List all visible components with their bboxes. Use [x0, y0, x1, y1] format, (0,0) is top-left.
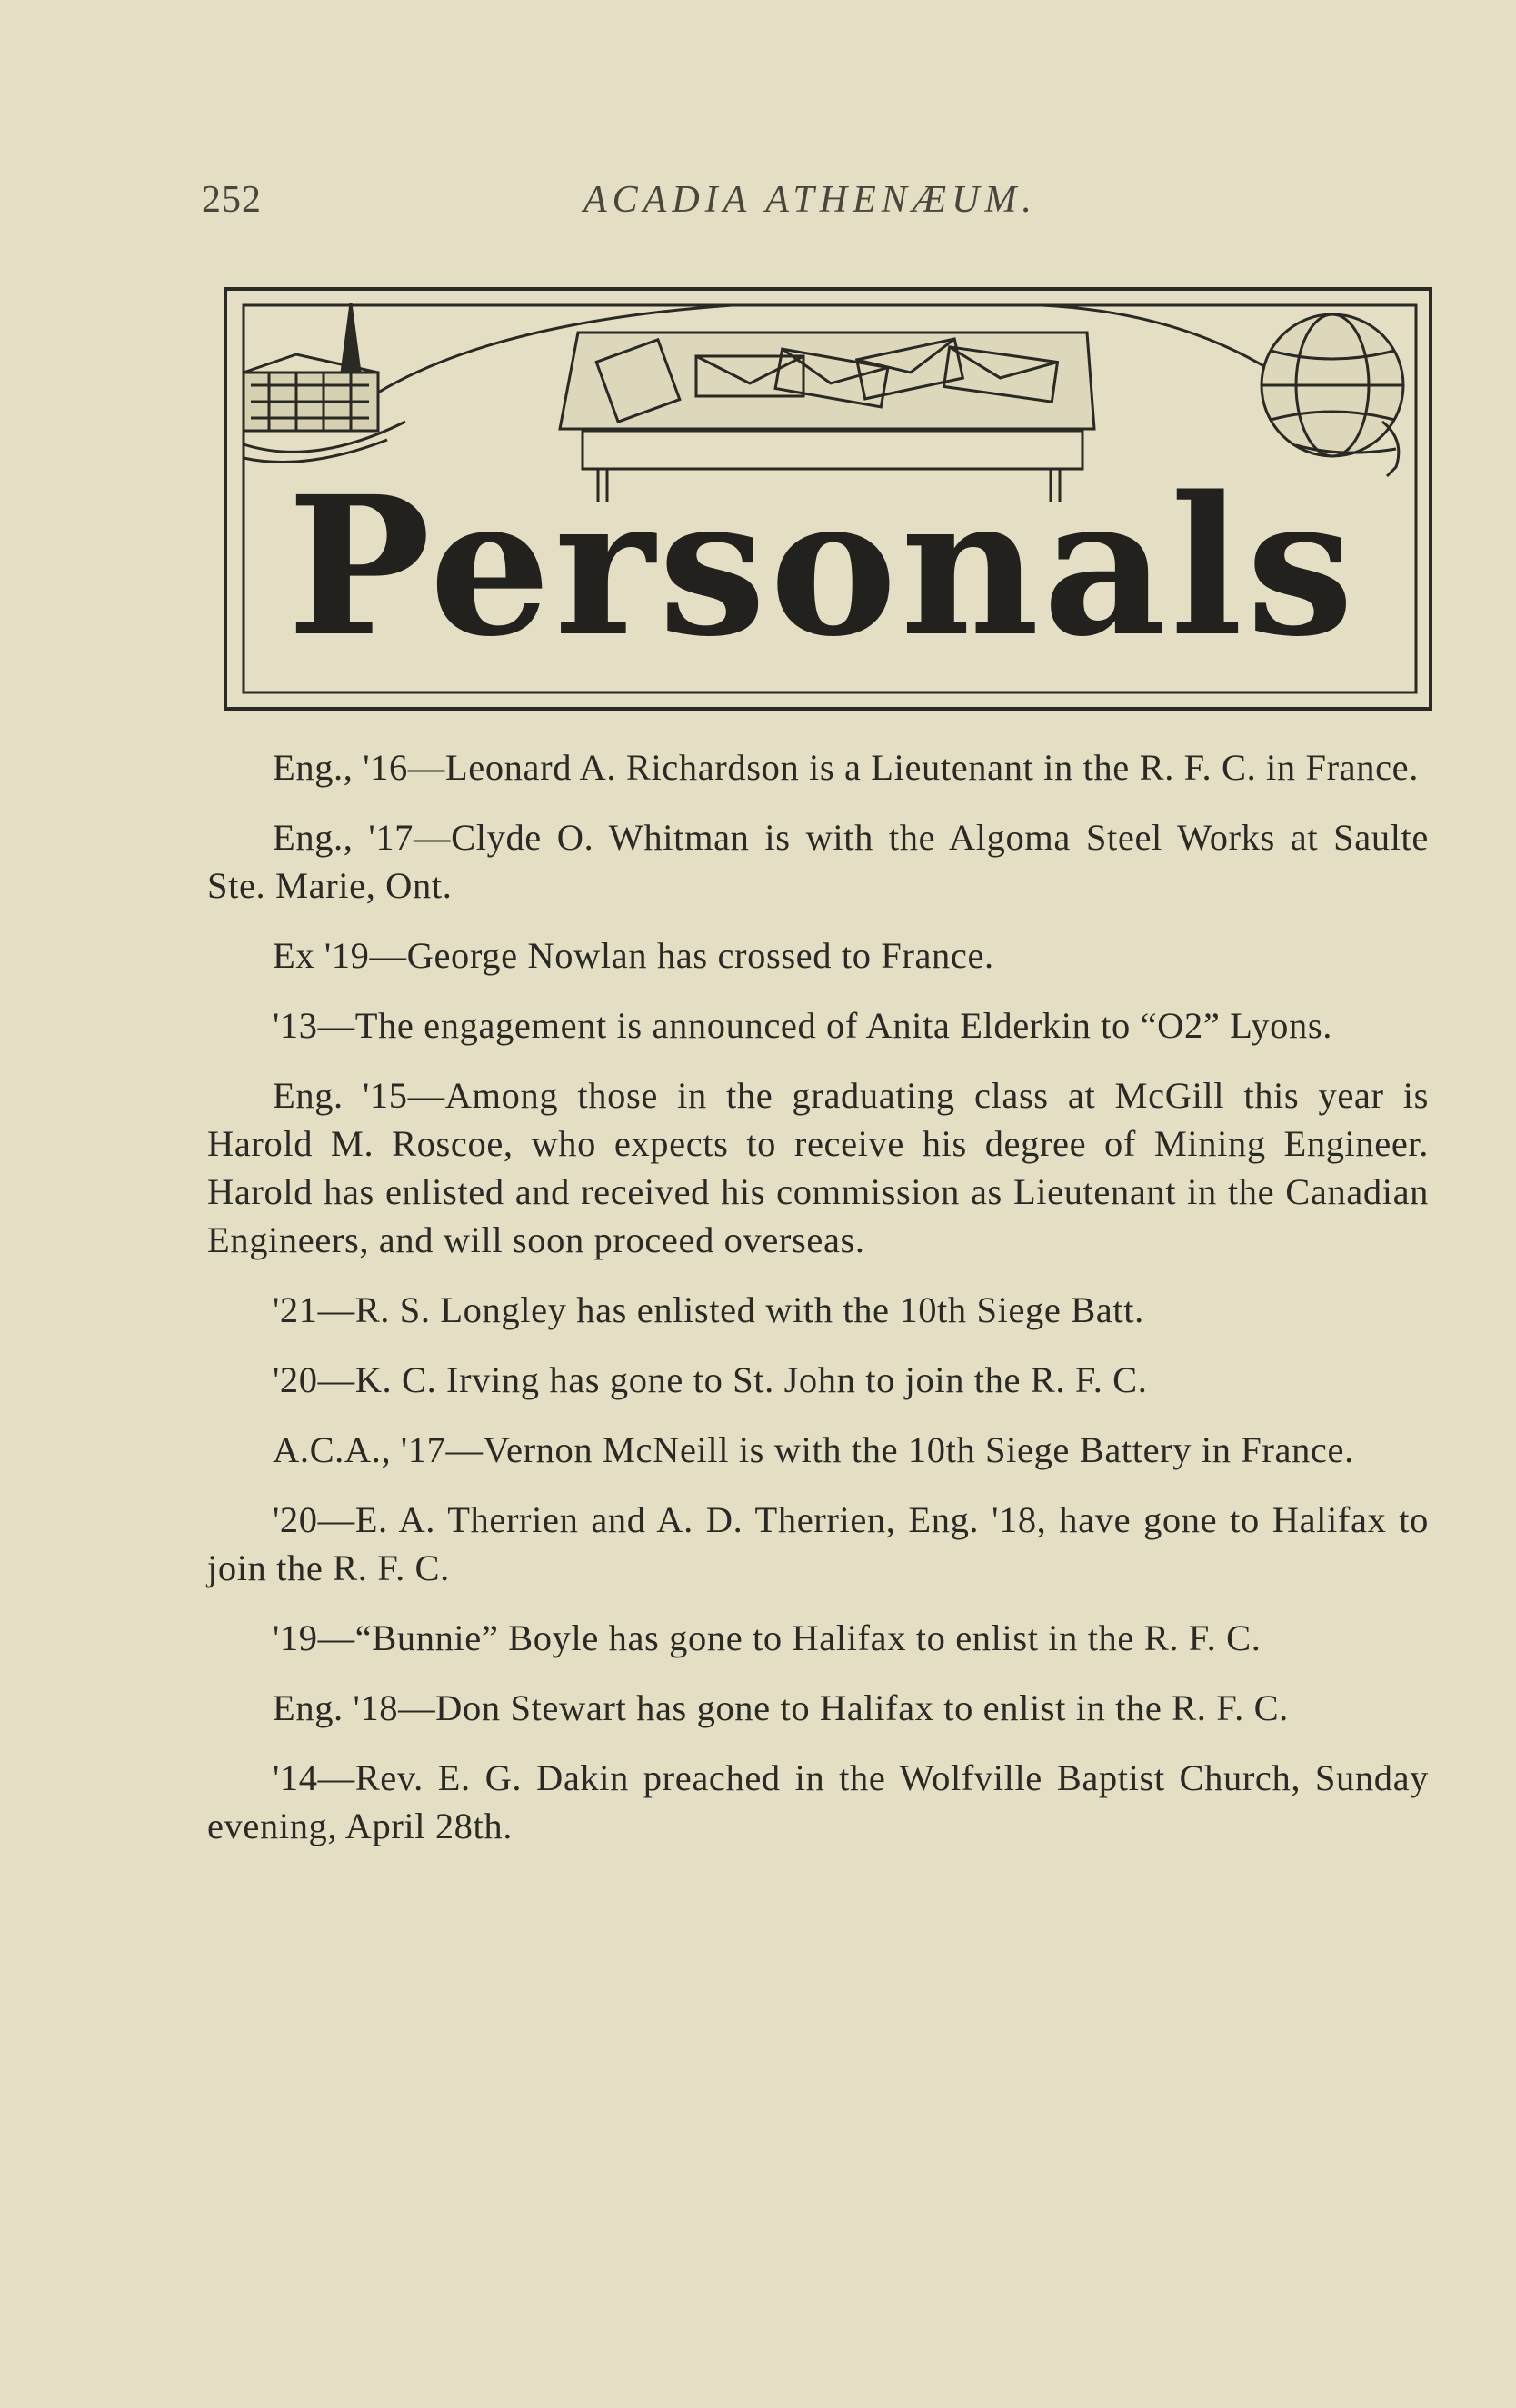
personals-banner — [224, 285, 1432, 712]
list-item: '20—K. C. Irving has gone to St. John to join the R. F. C. — [273, 1359, 1148, 1400]
running-title: ACADIA ATHENÆUM. — [583, 179, 1037, 221]
list-item: '20—E. A. Therrien and A. D. Therrien, Eng. '18, have gone to Halifax to join the R. F. C. — [207, 1499, 1429, 1588]
college-building-icon — [244, 303, 405, 463]
list-item: '14—Rev. E. G. Dakin preached in the Wolfville Baptist Church, Sunday evening, April 28th. — [207, 1757, 1429, 1846]
banner-title: Personals — [287, 454, 1358, 679]
page-header — [202, 178, 1429, 233]
list-item: Eng. '15—Among those in the graduating class at McGill this year is Harold M. Roscoe, who expects to receive his degree of Mining Engineer. Harold has enlisted and received his commission as Lieutenant in the Canadian Engineers, and will soon proceed overseas. — [207, 1075, 1429, 1260]
list-item: Eng., '17—Clyde O. Whitman is with the Algoma Steel Works at Saulte Ste. Marie, Ont. — [207, 817, 1429, 906]
list-item: Eng., '16—Leonard A. Richardson is a Lieutenant in the R. F. C. in France. — [273, 747, 1419, 788]
globe-icon — [1262, 314, 1403, 476]
list-item: '13—The engagement is announced of Anita Elderkin to “O2” Lyons. — [273, 1005, 1332, 1046]
list-item: '21—R. S. Longley has enlisted with the 10th Siege Batt. — [273, 1289, 1144, 1330]
list-item: '19—“Bunnie” Boyle has gone to Halifax to enlist in the R. F. C. — [273, 1617, 1262, 1658]
list-item: A.C.A., '17—Vernon McNeill is with the 10th Siege Battery in France. — [273, 1429, 1354, 1470]
list-item: Ex '19—George Nowlan has crossed to France. — [273, 935, 994, 976]
personals-list — [207, 743, 1429, 1872]
page-number: 252 — [202, 179, 262, 221]
list-item: Eng. '18—Don Stewart has gone to Halifax to enlist in the R. F. C. — [273, 1687, 1289, 1728]
